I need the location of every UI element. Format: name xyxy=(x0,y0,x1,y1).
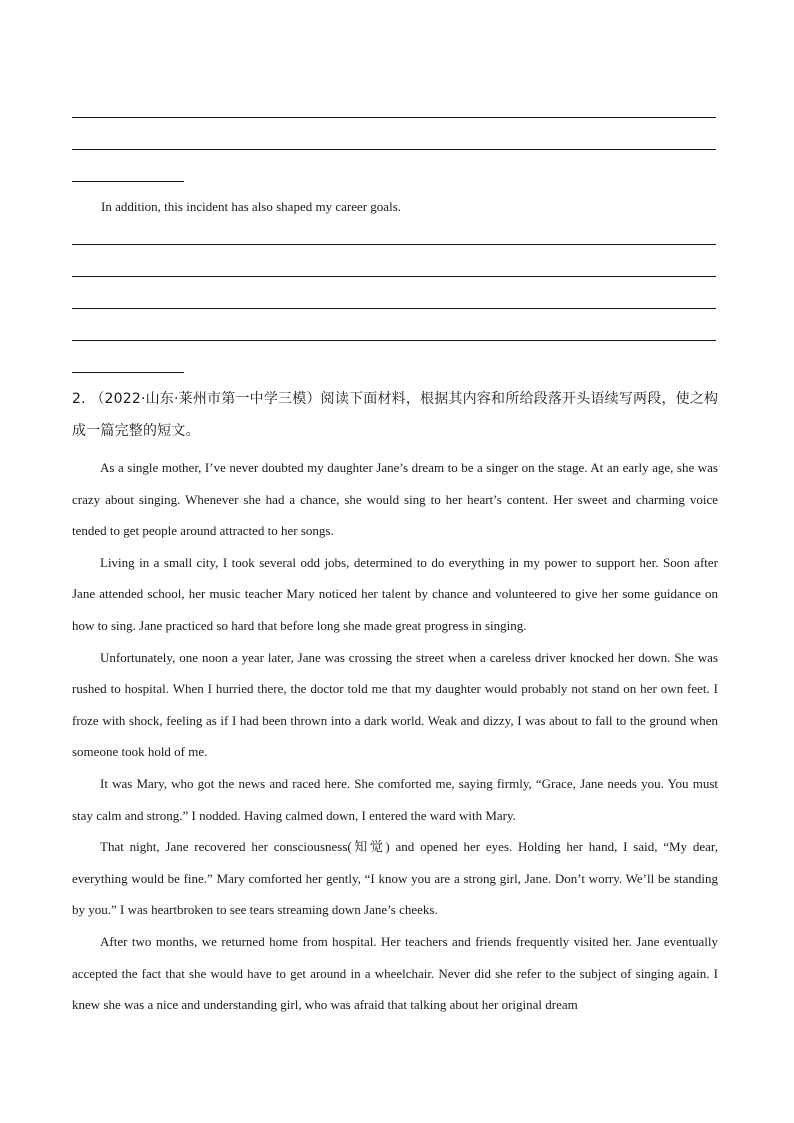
passage-paragraph: That night, Jane recovered her consciousness(知觉) and opened her eyes. Holding her hand, I said, “My dear, everything would be fine.” Mary comforted her gently, “I know you are a strong girl, Jane. Don’t worry. We’ll be standing by you.” I was heartbroken to see tears streaming down Jane’s cheeks. xyxy=(72,839,718,918)
passage-paragraph: It was Mary, who got the news and raced here. She comforted me, saying firmly, “Grace, Jane needs you. You must stay calm and strong.” I nodded. Having calmed down, I entered the ward with Mary. xyxy=(72,775,718,823)
passage-paragraph: Living in a small city, I took several odd jobs, determined to do everything in my power to support her. Soon after Jane attended school, her music teacher Mary noticed her talent by chance and volunteered to give her some guidance on how to sing. Jane practiced so hard that before long she made great progress in singing. xyxy=(72,554,718,633)
passage-paragraph: After two months, we returned home from hospital. Her teachers and friends frequently visited her. Jane eventually accepted the fact that she would have to get around in a wheelchair. Never did she refer to the subject of singing again. I knew she was a nice and understanding girl, who was afraid that talking about her original dream xyxy=(72,933,718,1013)
answer-line[interactable] xyxy=(72,244,716,245)
question-number: 2． xyxy=(72,391,96,407)
answer-line-short[interactable] xyxy=(72,372,184,373)
answer-line[interactable] xyxy=(72,149,716,150)
paragraph-prompt: In addition, this incident has also shaped my career goals. xyxy=(101,199,402,214)
answer-line-short[interactable] xyxy=(72,181,184,182)
question-header xyxy=(72,384,720,447)
question-source: （2022·山东·莱州市第一中学三模） xyxy=(97,391,321,407)
passage-paragraph: As a single mother, I’ve never doubted my daughter Jane’s dream to be a singer on the stage. At an early age, she was crazy about singing. Whenever she had a chance, she would sing to her heart’s content. Her sweet and charming voice tended to get people around attracted to her songs. xyxy=(72,460,718,539)
answer-line[interactable] xyxy=(72,117,716,118)
answer-line[interactable] xyxy=(72,276,716,277)
answer-line[interactable] xyxy=(72,308,716,309)
answer-line[interactable] xyxy=(72,340,716,341)
reading-passage xyxy=(72,452,718,1021)
question-instruction: 阅读下面材料，根据其内容和所给段落开头语续写两段，使之构成一篇完整的短文。 xyxy=(72,391,719,439)
passage-paragraph: Unfortunately, one noon a year later, Jane was crossing the street when a careless driver knocked her down. She was rushed to hospital. When I hurried there, the doctor told me that my daughter would probably not stand on her own feet. I froze with shock, feeling as if I had been thrown into a dark world. Weak and dizzy, I was about to fall to the ground when someone took hold of me. xyxy=(72,649,718,760)
